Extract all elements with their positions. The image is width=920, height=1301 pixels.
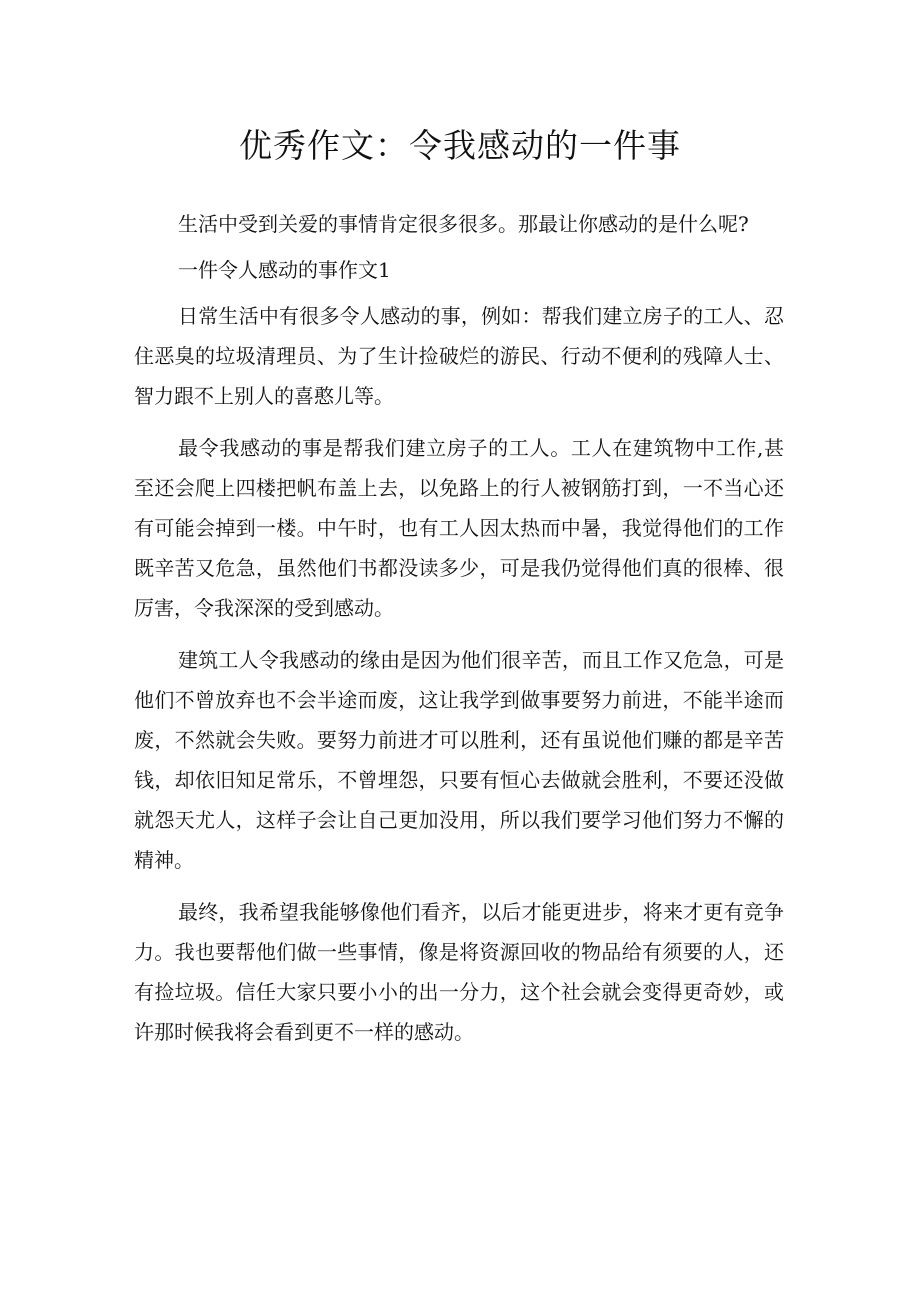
body-paragraph-3: 建筑工人令我感动的缘由是因为他们很辛苦，而且工作又危急，可是他们不曾放弃也不会半途而废，这让我学到做事要努力前进，不能半途而废，不然就会失败。要努力前进才可以胜利，还有虽说他们赚的都是辛苦钱，却依旧知足常乐，不曾埋怨，只要有恒心去做就会胜利，不要还没做就怨天尤人，这样子会让自己更加没用，所以我们要学习他们努力不懈的精神。 bbox=[134, 648, 784, 872]
intro-paragraph: 生活中受到关爱的事情肯定很多很多。那最让你感动的是什么呢? bbox=[178, 212, 749, 236]
body-paragraph-1: 日常生活中有很多令人感动的事，例如：帮我们建立房子的工人、忍住恶臭的垃圾清理员、为了生计捡破烂的游民、行动不便利的残障人士、智力跟不上别人的喜憨儿等。 bbox=[134, 304, 784, 408]
document-body bbox=[134, 204, 784, 1052]
body-paragraph-2: 最令我感动的事是帮我们建立房子的工人。工人在建筑物中工作,甚至还会爬上四楼把帆布盖上去，以免路上的行人被钢筋打到，一不当心还有可能会掉到一楼。中午时，也有工人因太热而中暑，我觉得他们的工作既辛苦又危急，虽然他们书都没读多少，可是我仍觉得他们真的很棒、很厉害，令我深深的受到感动。 bbox=[134, 436, 784, 620]
body-paragraph-4: 最终，我希望我能够像他们看齐，以后才能更进步，将来才更有竞争力。我也要帮他们做一些事情，像是将资源回收的物品给有须要的人，还有捡垃圾。信任大家只要小小的出一分力，这个社会就会变得更奇妙，或许那时候我将会看到更不一样的感动。 bbox=[134, 900, 784, 1044]
essay-subheading: 一件令人感动的事作文1 bbox=[178, 258, 391, 282]
document-title: 优秀作文：令我感动的一件事 bbox=[239, 126, 681, 165]
